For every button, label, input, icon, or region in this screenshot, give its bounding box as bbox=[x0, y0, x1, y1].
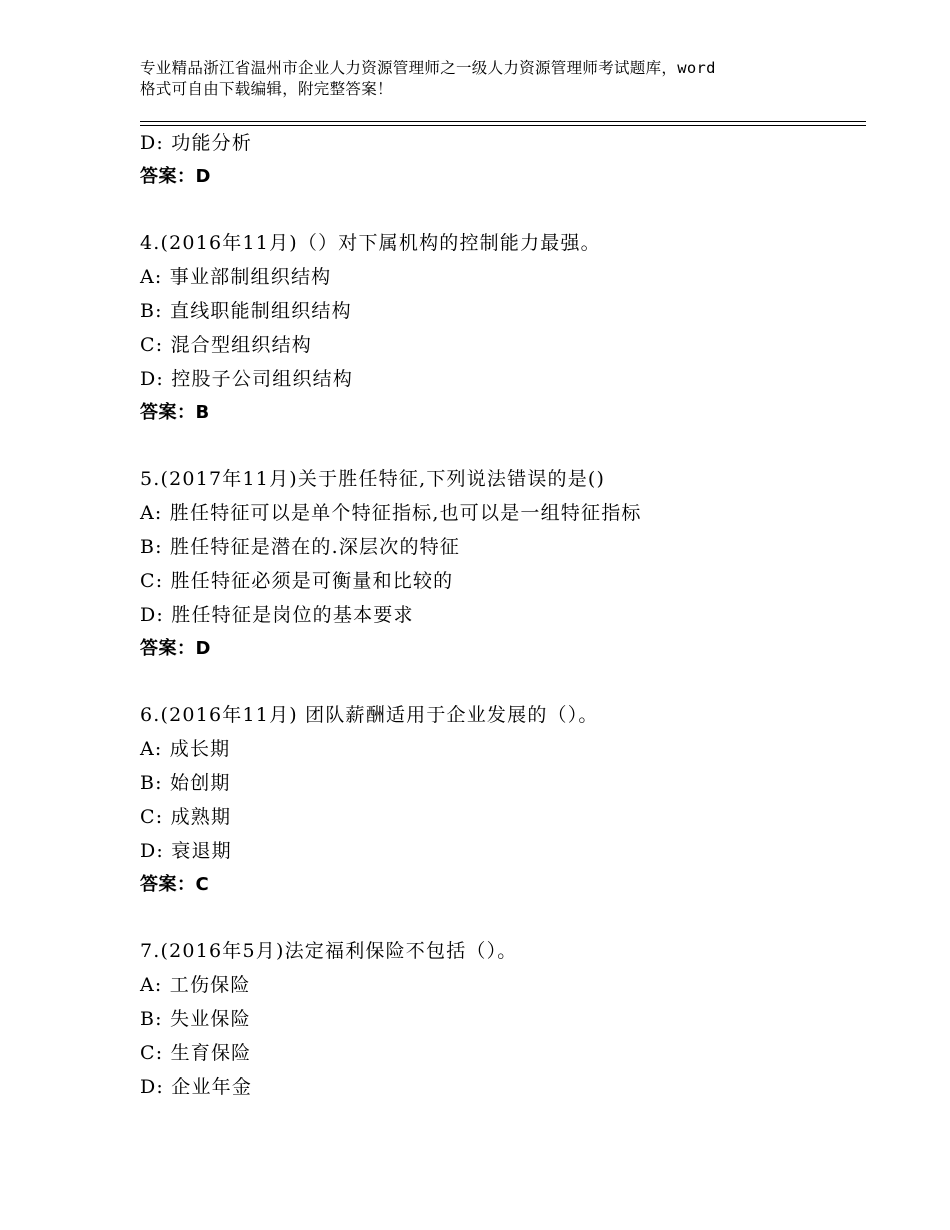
option-a: A: 胜任特征可以是单个特征指标,也可以是一组特征指标 bbox=[140, 502, 642, 524]
option-c: C: 胜任特征必须是可衡量和比较的 bbox=[140, 570, 454, 592]
option-d: D: 胜任特征是岗位的基本要求 bbox=[140, 604, 414, 626]
prev-question-block bbox=[140, 126, 866, 194]
option-b: B: 失业保险 bbox=[140, 1008, 251, 1030]
answer-label: 答案：C bbox=[140, 874, 210, 895]
question-stem: 5.(2017年11月)关于胜任特征,下列说法错误的是() bbox=[140, 468, 606, 490]
option-b: B: 直线职能制组织结构 bbox=[140, 300, 352, 322]
answer-label: 答案：D bbox=[140, 166, 211, 187]
question-5 bbox=[140, 462, 866, 666]
question-stem: 6.(2016年11月) 团队薪酬适用于企业发展的（）。 bbox=[140, 704, 599, 726]
question-7 bbox=[140, 934, 866, 1104]
option-c: C: 生育保险 bbox=[140, 1042, 252, 1064]
option-b: B: 始创期 bbox=[140, 772, 231, 794]
option-d: D: 企业年金 bbox=[140, 1076, 253, 1098]
header-line-2: 格式可自由下载编辑，附完整答案！ bbox=[140, 80, 393, 98]
question-list bbox=[140, 126, 866, 1104]
option-d: D: 功能分析 bbox=[140, 132, 253, 154]
option-a: A: 成长期 bbox=[140, 738, 231, 760]
option-a: A: 工伤保险 bbox=[140, 974, 251, 996]
option-d: D: 衰退期 bbox=[140, 840, 232, 862]
option-d: D: 控股子公司组织结构 bbox=[140, 368, 354, 390]
question-stem: 7.(2016年5月)法定福利保险不包括（）。 bbox=[140, 940, 518, 962]
answer-label: 答案：B bbox=[140, 402, 210, 423]
answer-label: 答案：D bbox=[140, 638, 211, 659]
question-6 bbox=[140, 698, 866, 902]
option-c: C: 混合型组织结构 bbox=[140, 334, 312, 356]
question-4 bbox=[140, 226, 866, 430]
question-stem: 4.(2016年11月)（）对下属机构的控制能力最强。 bbox=[140, 232, 601, 254]
document-header bbox=[140, 58, 860, 100]
header-rule-thin bbox=[140, 121, 866, 122]
option-a: A: 事业部制组织结构 bbox=[140, 266, 332, 288]
option-c: C: 成熟期 bbox=[140, 806, 232, 828]
header-line-1: 专业精品浙江省温州市企业人力资源管理师之一级人力资源管理师考试题库，word bbox=[140, 59, 716, 77]
option-b: B: 胜任特征是潜在的.深层次的特征 bbox=[140, 536, 461, 558]
